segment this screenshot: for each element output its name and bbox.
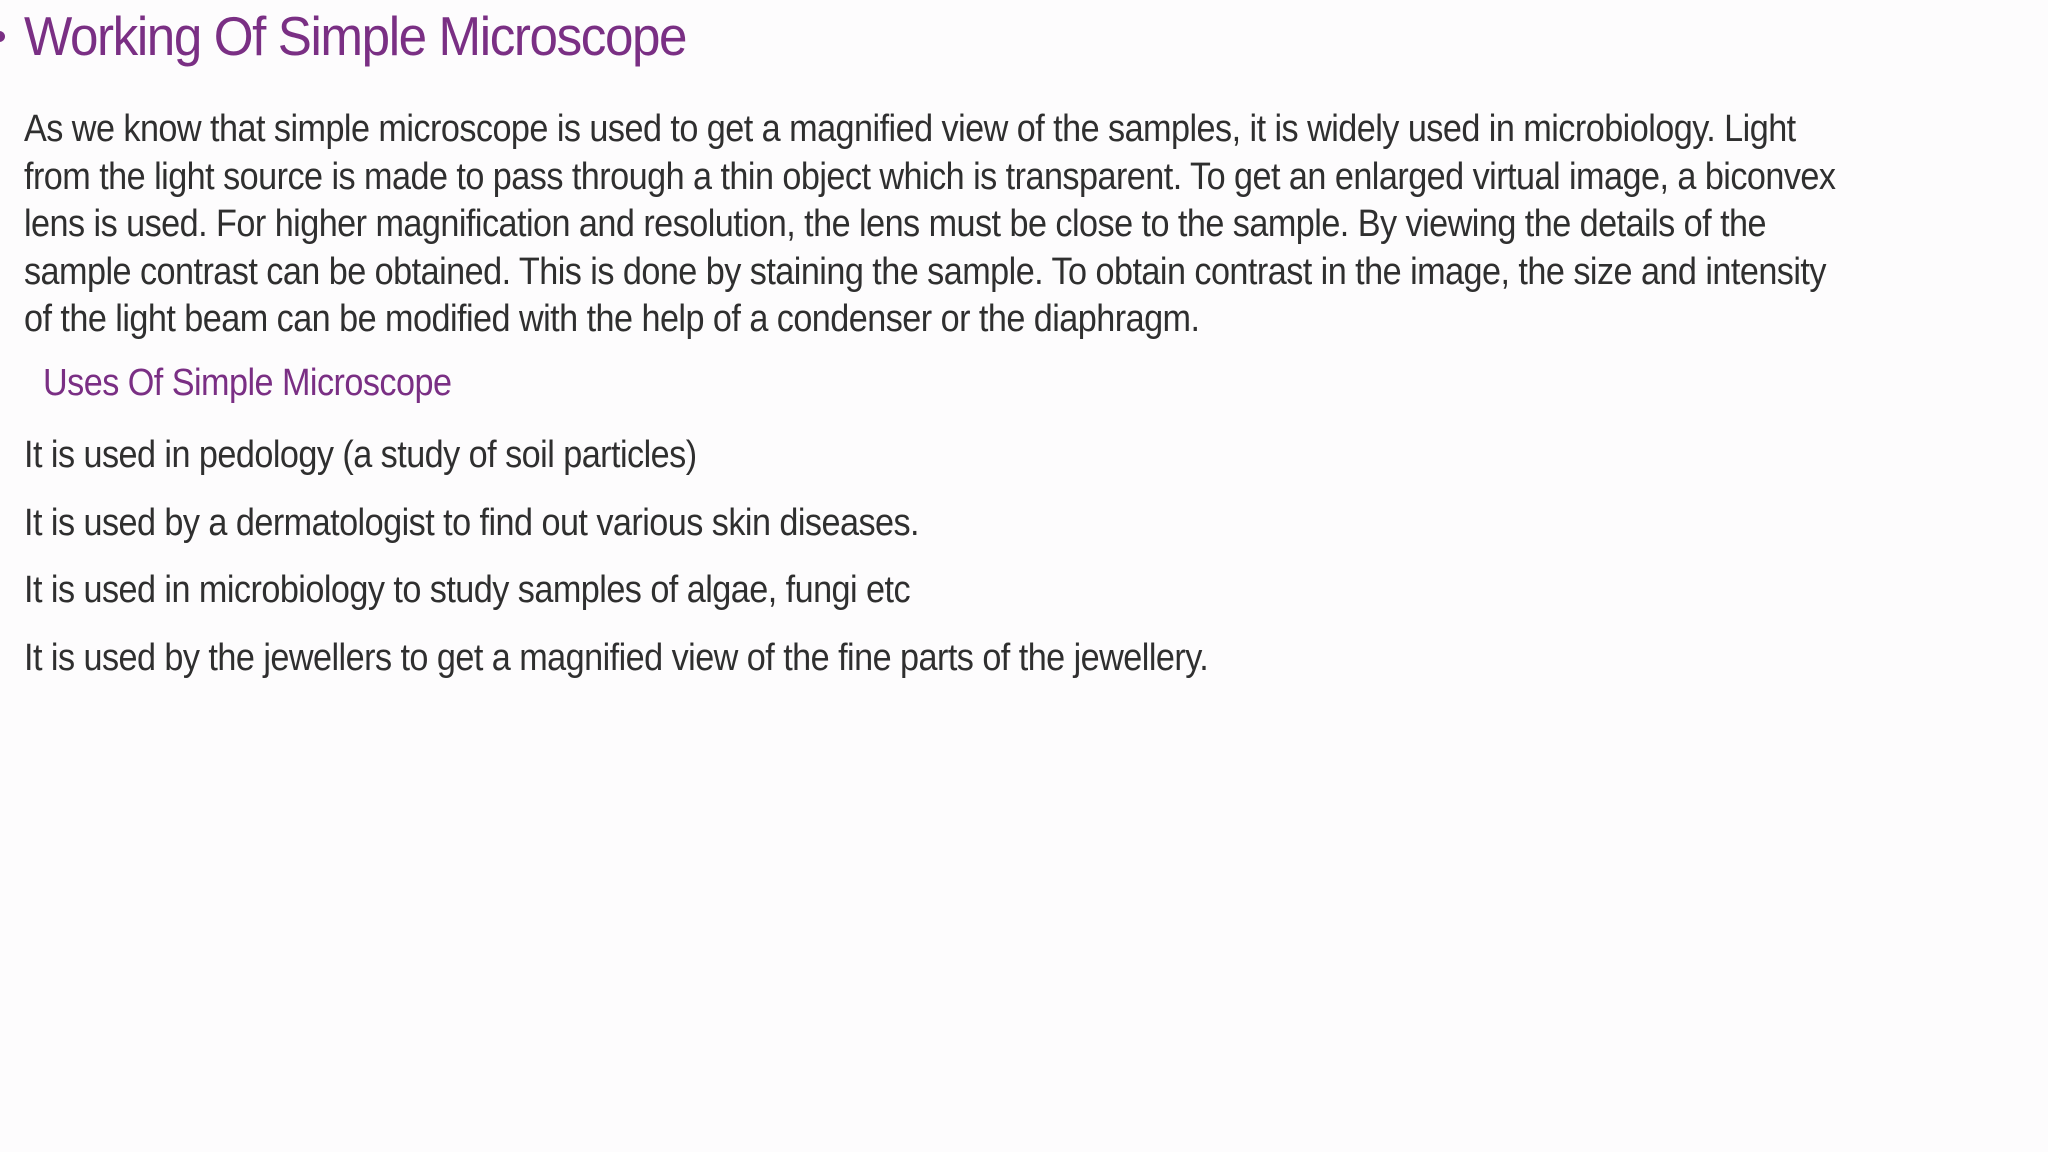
working-paragraph: As we know that simple microscope is used to get a magnified view of the samples, it is widely used in microbiology. Light from the light source is made to pass through a thin object which is transparent. To get an enlarged virtual image, a biconvex lens is used. For higher magnification and resolution, the lens must be close to the sample. By viewing the details of the sample contrast can be obtained. This is done by staining the sample. To obtain contrast in the image, the size and intensity of the light beam can be modified with the help of a condenser or the diaphragm. — [24, 108, 1836, 340]
uses-list — [24, 432, 1340, 702]
list-item: It is used in microbiology to study samples of algae, fungi etc — [24, 569, 911, 611]
list-item: It is used in pedology (a study of soil particles) — [24, 434, 697, 476]
slide-title: Working Of Simple Microscope — [24, 5, 687, 67]
list-item: It is used by the jewellers to get a magnified view of the fine parts of the jewellery. — [24, 636, 1209, 679]
title-bullet-icon — [0, 31, 5, 42]
uses-subheading: Uses Of Simple Microscope — [43, 362, 452, 404]
list-item: It is used by a dermatologist to find out various skin diseases. — [24, 501, 920, 544]
